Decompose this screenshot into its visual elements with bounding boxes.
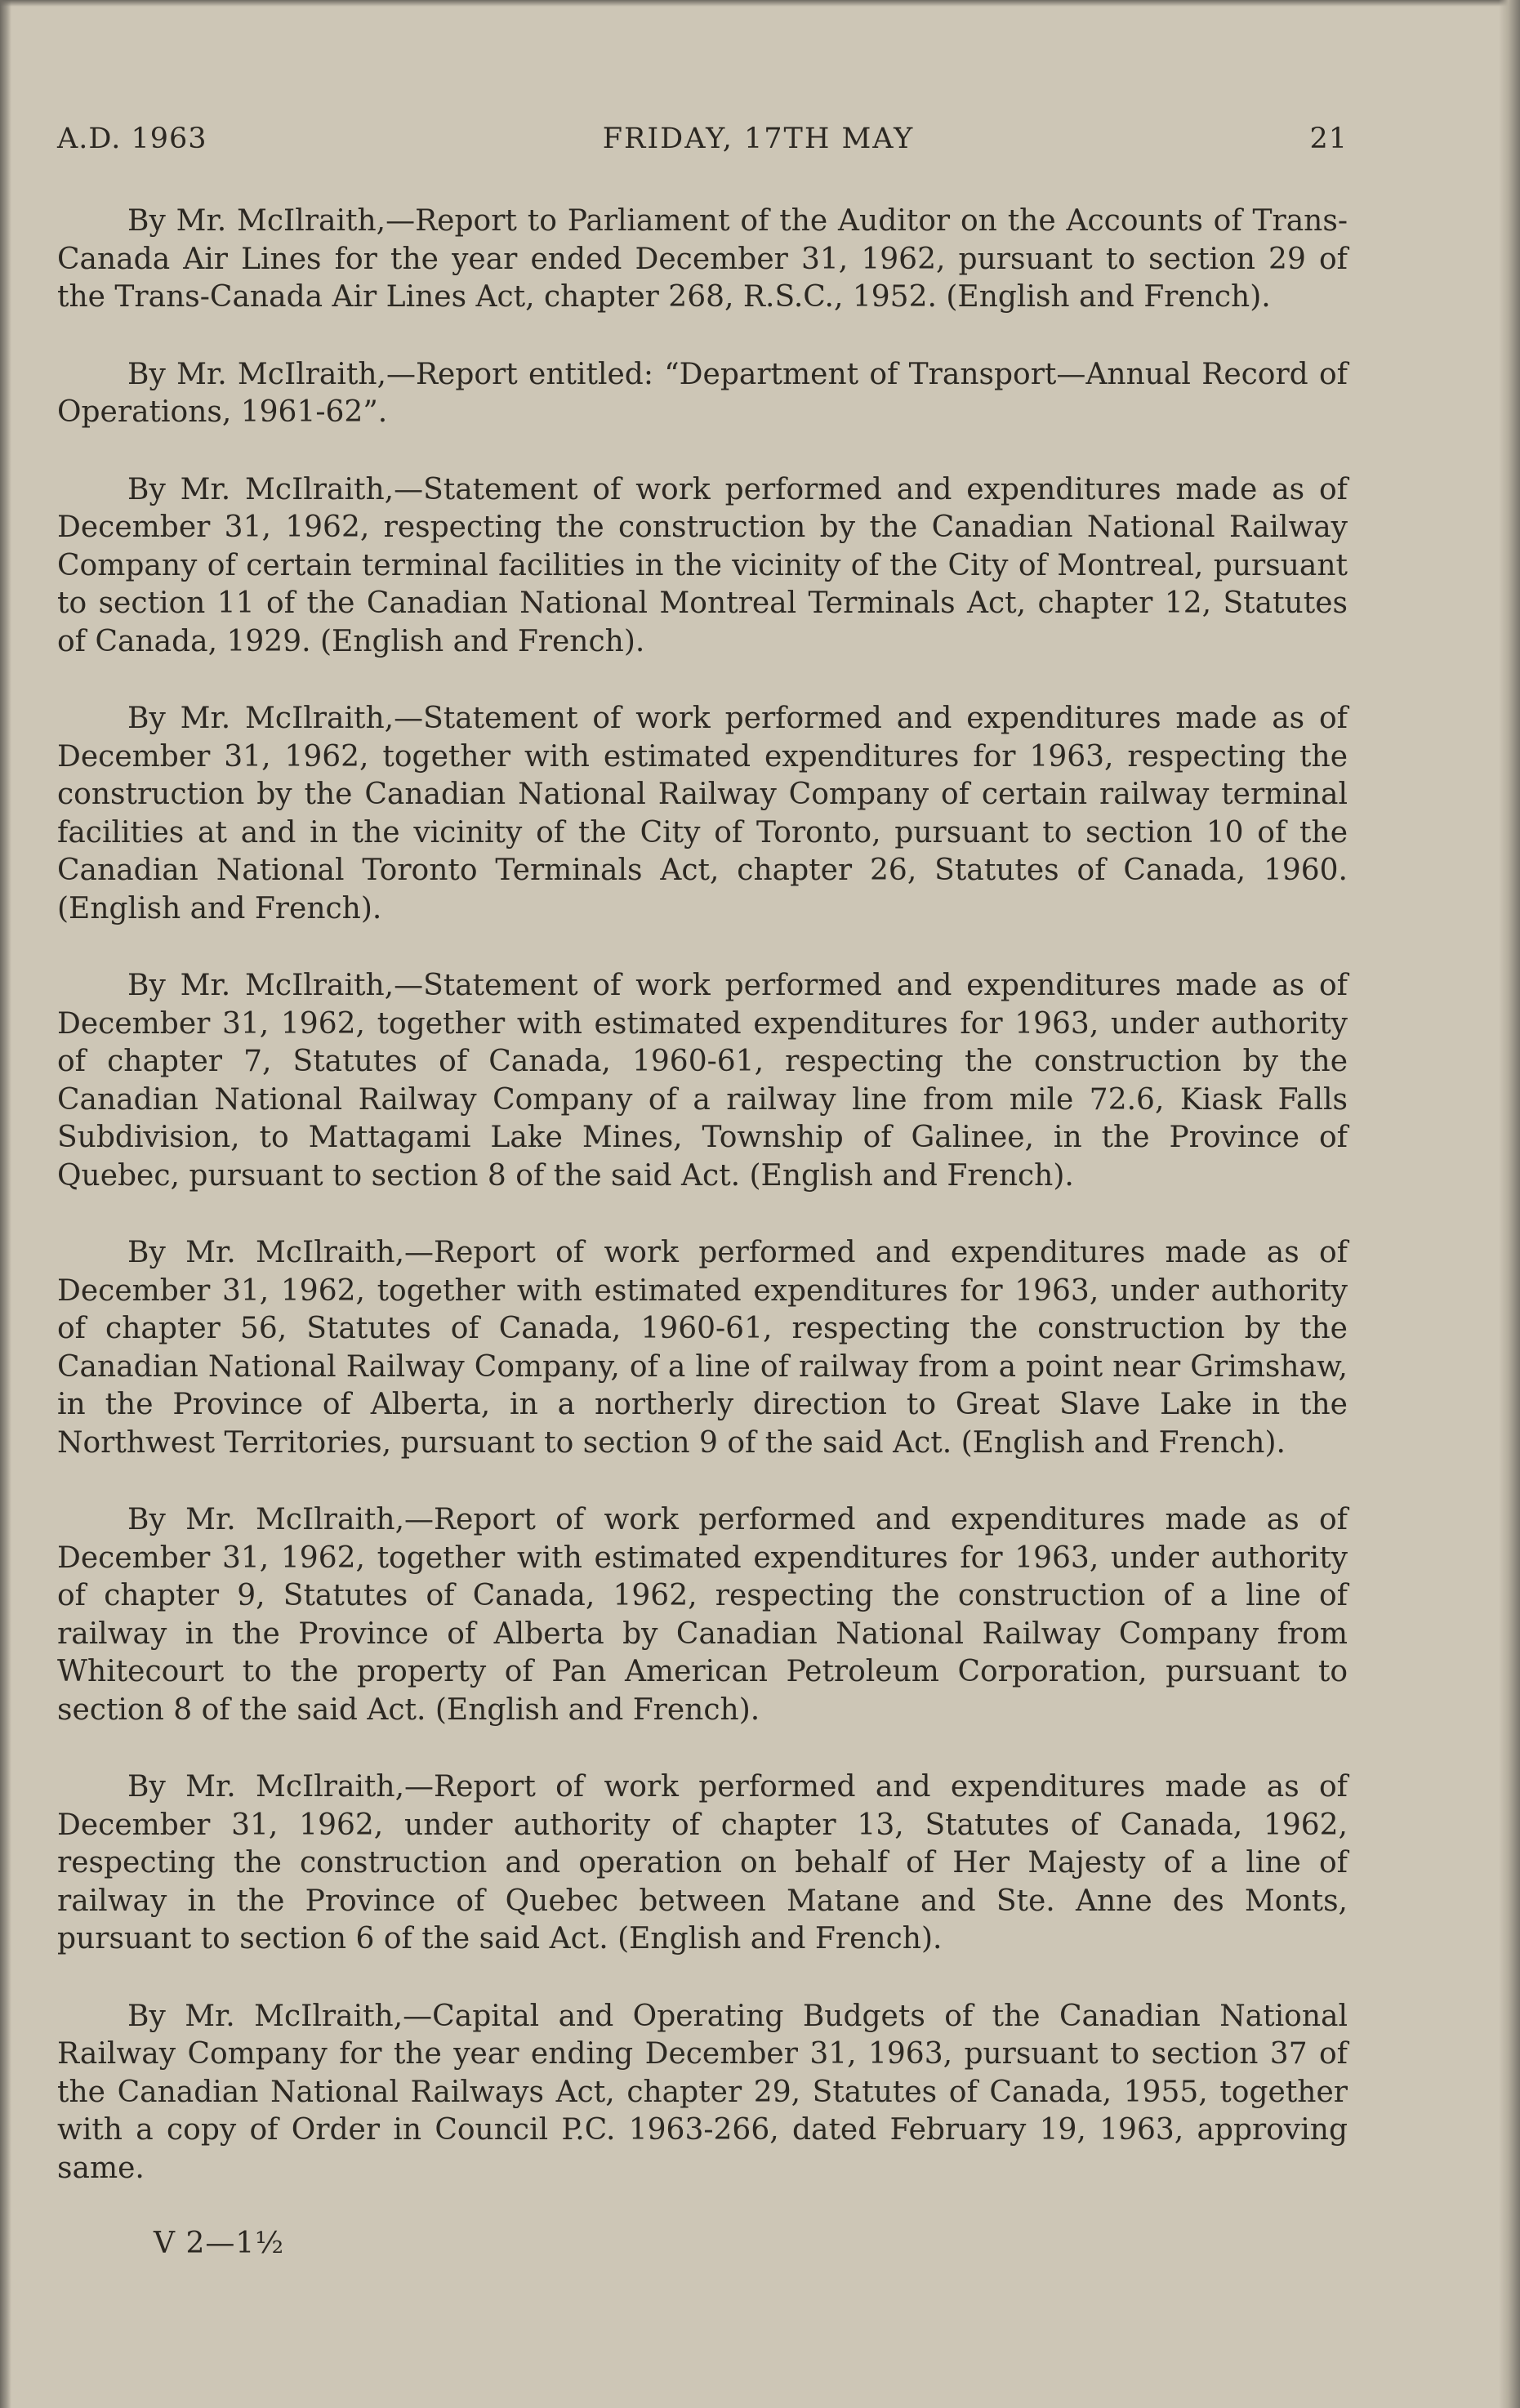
page-content [57, 123, 1348, 2260]
page-number: 21 [1309, 123, 1348, 155]
page-edge-shadow [0, 0, 1520, 7]
entry-paragraph: By Mr. McIlraith,—Report entitled: “Department of Transport—Annual Record of Operations, 1961-62”. [57, 357, 1348, 429]
signature-mark: V 2—1½ [154, 2227, 285, 2260]
entry-paragraph: By Mr. McIlraith,—Statement of work performed and expenditures made as of December 31, 1962, together with estimated expenditures for 1963, under authority of chapter 7, Statutes of Canada, 1960-61, respecting the construction by the Canadian National Railway Company of a railway line from mile 72.6, Kiask Falls Subdivision, to Mattagami Lake Mines, Township of Galinee, in the Province of Quebec, pursuant to section 8 of the said Act. (English and French). [57, 969, 1348, 1193]
entry-paragraph: By Mr. McIlraith,—Report of work performed and expenditures made as of December 31, 1962, together with estimated expenditures for 1963, under authority of chapter 56, Statutes of Canada, 1960-61, respecting the construction by the Canadian National Railway Company, of a line of railway from a point near Grimshaw, in the Province of Alberta, in a northerly direction to Great Slave Lake in the Northwest Territories, pursuant to section 9 of the said Act. (English and French). [57, 1236, 1348, 1460]
header-date: FRIDAY, 17TH MAY [602, 123, 915, 155]
entry-paragraph: By Mr. McIlraith,—Statement of work performed and expenditures made as of December 31, 1962, respecting the construction by the Canadian National Railway Company of certain terminal facilities in the vicinity of the City of Montreal, pursuant to section 11 of the Canadian National Montreal Terminals Act, chapter 12, Statutes of Canada, 1929. (English and French). [57, 472, 1348, 658]
running-head [57, 123, 1348, 155]
entry-paragraph: By Mr. McIlraith,—Report to Parliament of the Auditor on the Accounts of Trans-Canada Air Lines for the year ended December 31, 1962, pursuant to section 29 of the Trans-Canada Air Lines Act, chapter 268, R.S.C., 1952. (English and French). [57, 204, 1348, 314]
header-year: A.D. 1963 [57, 123, 207, 155]
entry-paragraph: By Mr. McIlraith,—Report of work performed and expenditures made as of December 31, 1962, under authority of chapter 13, Statutes of Canada, 1962, respecting the construction and operation on behalf of Her Majesty of a line of railway in the Province of Quebec between Matane and Ste. Anne des Monts, pursuant to section 6 of the said Act. (English and French). [57, 1770, 1348, 1955]
entry-paragraph: By Mr. McIlraith,—Statement of work performed and expenditures made as of December 31, 1962, together with estimated expenditures for 1963, respecting the construction by the Canadian National Railway Company of certain railway terminal facilities at and in the vicinity of the City of Toronto, pursuant to section 10 of the Canadian National Toronto Terminals Act, chapter 26, Statutes of Canada, 1960. (English and French). [57, 702, 1348, 925]
entry-paragraph: By Mr. McIlraith,—Capital and Operating Budgets of the Canadian National Railway Company for the year ending December 31, 1963, pursuant to section 37 of the Canadian National Railways Act, chapter 29, Statutes of Canada, 1955, together with a copy of Order in Council P.C. 1963-266, dated February 19, 1963, approving same. [57, 1999, 1348, 2185]
entry-paragraph: By Mr. McIlraith,—Report of work performed and expenditures made as of December 31, 1962, together with estimated expenditures for 1963, under authority of chapter 9, Statutes of Canada, 1962, respecting the construction of a line of railway in the Province of Alberta by Canadian National Railway Company from Whitecourt to the property of Pan American Petroleum Corporation, pursuant to section 8 of the said Act. (English and French). [57, 1503, 1348, 1727]
